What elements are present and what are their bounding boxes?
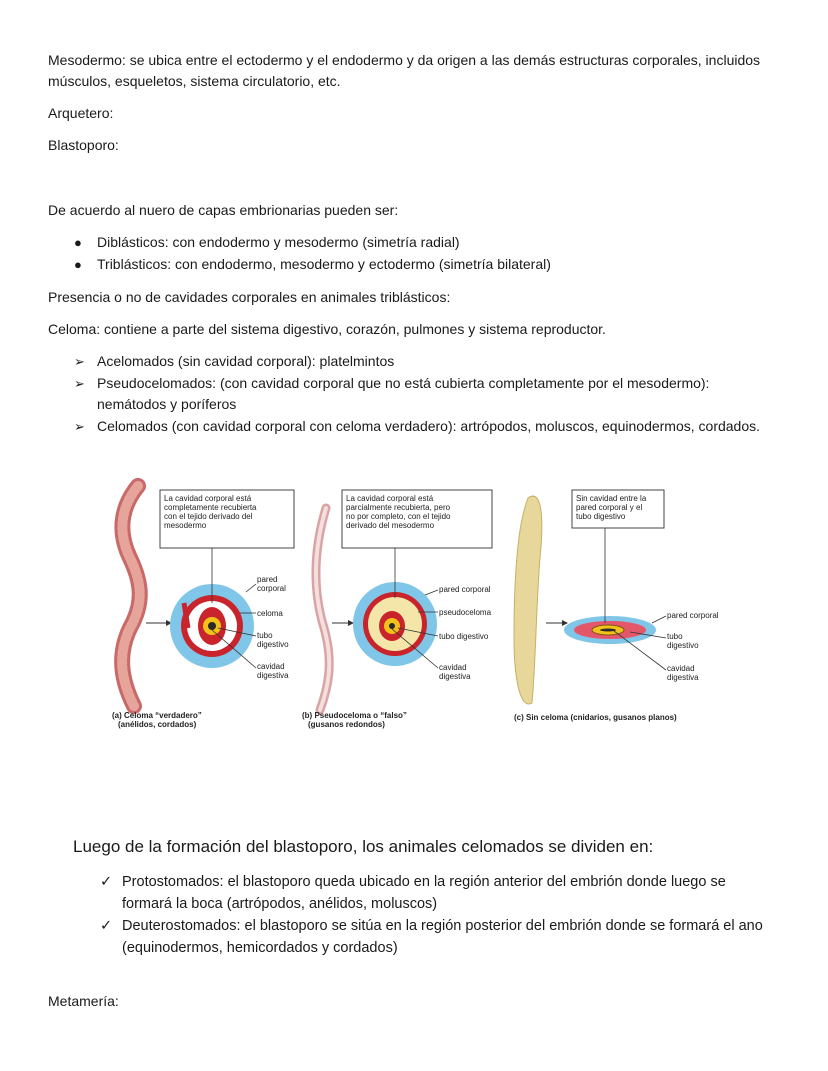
section-heading: Luego de la formación del blastoporo, los animales celomados se dividen en: <box>73 837 654 856</box>
label-corporal: corporal <box>257 584 286 593</box>
svg-text:pared corporal celoma <box>257 575 291 680</box>
paragraph-cavidades: Presencia o no de cavidades corporales en animales triblásticos: <box>48 289 451 305</box>
callout-text: La cavidad corporal está <box>164 494 252 503</box>
arrow-bullet-icon: ➢ <box>74 376 85 391</box>
cross-section-c <box>564 616 656 644</box>
callout-text: La cavidad corporal está <box>346 494 434 503</box>
bullet-icon: ● <box>74 235 82 250</box>
list-item: Pseudocelomados: (con cavidad corporal que no está cubierta completamente por el mesodermo): nemátodos y poríferos <box>97 375 710 412</box>
label-tubo: tubo <box>257 631 273 640</box>
callout-text: pared corporal y el <box>576 503 643 512</box>
label-pared-corporal: pared corporal <box>439 585 491 594</box>
label-pseudoceloma: pseudoceloma <box>439 608 492 617</box>
arrow-bullet-icon: ➢ <box>74 419 85 434</box>
callout-text: parcialmente recubierta, pero <box>346 503 451 512</box>
label-tubo-digestivo: tubo digestivo <box>439 632 489 641</box>
caption-b: (b) Pseudoceloma o “falso” <box>302 711 407 720</box>
checkmark-icon: ✓ <box>100 874 113 890</box>
paragraph-mesodermo: Mesodermo: se ubica entre el ectodermo y el endodermo y da origen a las demás estructuras corporales, incluidos músculos, esqueletos, sistema circulatorio, etc. <box>48 52 761 89</box>
svg-text:pared corporal tubo di <box>667 611 721 682</box>
list-item: Deuterostomados: el blastoporo se sitúa en la región posterior del embrión donde se formará el ano (equinodermos, hemicordados y cordados) <box>122 918 763 956</box>
label-digestiva: digestiva <box>667 673 699 682</box>
label-cavidad: cavidad <box>667 664 695 673</box>
arrow-bullet-icon: ➢ <box>74 354 85 369</box>
svg-text:(b) Pseudoceloma o “falso” <box>302 711 409 729</box>
callout-text: con el tejido derivado del <box>164 512 253 521</box>
list-item: Diblásticos: con endodermo y mesodermo (simetría radial) <box>97 234 460 250</box>
callout-text: completamente recubierta <box>164 503 257 512</box>
list-item: Celomados (con cavidad corporal con celoma verdadero): artrópodos, moluscos, equinodermos, cordados. <box>97 418 761 434</box>
label-pared: pared <box>257 575 278 584</box>
earthworm-illustration <box>122 486 140 706</box>
list-item: Triblásticos: con endodermo, mesodermo y ectodermo (simetría bilateral) <box>97 256 551 272</box>
flatworm-illustration <box>514 496 542 704</box>
roundworm-illustration <box>316 508 329 710</box>
label-digestiva: digestiva <box>439 672 471 681</box>
paragraph-metameria: Metamería: <box>48 993 119 1009</box>
caption-a-sub: (anélidos, cordados) <box>118 720 197 729</box>
label-digestivo: digestivo <box>667 641 699 650</box>
list-item: Acelomados (sin cavidad corporal): platelmintos <box>97 353 395 369</box>
callout-text: no por completo, con el tejido <box>346 512 451 521</box>
label-digestiva: digestiva <box>257 671 289 680</box>
label-cavidad: cavidad <box>257 662 285 671</box>
label-celoma: celoma <box>257 609 283 618</box>
callout-text: derivado del mesodermo <box>346 521 435 530</box>
checkmark-icon: ✓ <box>100 918 113 934</box>
label-digestivo: digestivo <box>257 640 289 649</box>
paragraph-capas: De acuerdo al nuero de capas embrionarias pueden ser: <box>48 202 399 218</box>
bullet-icon: ● <box>74 257 82 272</box>
svg-text:(a) Celoma “verdadero” (an <box>112 711 204 729</box>
svg-text:(c) Sin celoma (cnidarios, gus <box>514 713 677 722</box>
callout-text: tubo digestivo <box>576 512 626 521</box>
svg-text:pared corporal pseudocelom <box>439 585 493 681</box>
caption-a: (a) Celoma “verdadero” <box>112 711 202 720</box>
label-pared-corporal: pared corporal <box>667 611 719 620</box>
label-cavidad: cavidad <box>439 663 467 672</box>
callout-text: Sin cavidad entre la <box>576 494 647 503</box>
callout-text: mesodermo <box>164 521 207 530</box>
list-item: Protostomados: el blastoporo queda ubicado en la región anterior del embrión donde luego se formará la boca (artrópodos, anélidos, moluscos) <box>122 874 726 912</box>
coelom-figure <box>100 478 740 740</box>
paragraph-blastoporo: Blastoporo: <box>48 137 119 153</box>
label-tubo: tubo <box>667 632 683 641</box>
paragraph-arquetero: Arquetero: <box>48 105 114 121</box>
caption-b-sub: (gusanos redondos) <box>308 720 385 729</box>
paragraph-celoma: Celoma: contiene a parte del sistema digestivo, corazón, pulmones y sistema reproductor. <box>48 321 606 337</box>
caption-c: (c) Sin celoma (cnidarios, gusanos planos) <box>514 713 677 722</box>
